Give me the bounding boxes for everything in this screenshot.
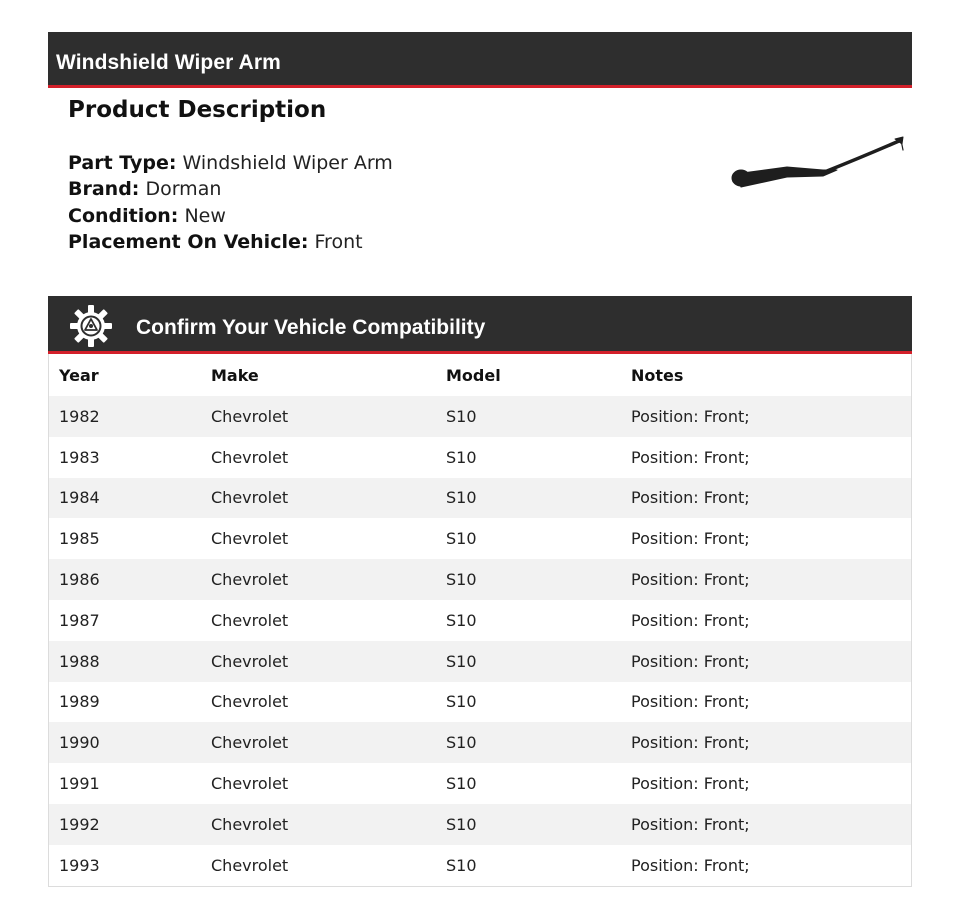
cell-make: Chevrolet [201,437,436,478]
spec-value: Dorman [145,178,222,201]
cell-notes: Position: Front; [621,641,912,682]
cell-make: Chevrolet [201,763,436,804]
column-header-model: Model [446,365,501,385]
table-row [49,559,912,600]
wiper-arm-product-image [727,130,907,196]
cell-year: 1986 [49,559,202,600]
product-title-banner [48,32,912,88]
cell-year: 1988 [49,641,202,682]
table-row [49,437,912,478]
cell-year: 1990 [49,722,202,763]
cell-make: Chevrolet [201,559,436,600]
cell-year: 1984 [49,478,202,519]
column-header-make: Make [211,365,259,385]
table-row [49,396,912,437]
table-row [49,478,912,519]
table-row [49,804,912,845]
table-row [49,518,912,559]
column-header-year: Year [59,365,99,385]
cell-notes: Position: Front; [621,478,912,519]
cell-year: 1992 [49,804,202,845]
spec-key: Placement On Vehicle: [68,230,309,253]
cell-make: Chevrolet [201,478,436,519]
cell-model: S10 [436,396,621,437]
cell-notes: Position: Front; [621,763,912,804]
spec-brand [68,176,393,202]
cell-model: S10 [436,641,621,682]
table-header-row [49,354,912,396]
spec-placement [68,229,393,255]
cell-model: S10 [436,437,621,478]
table-row [49,600,912,641]
spec-value: New [184,204,226,227]
compatibility-table [48,354,912,887]
cell-model: S10 [436,518,621,559]
cell-notes: Position: Front; [621,682,912,723]
spec-part-type [68,150,393,176]
spec-key: Brand: [68,178,140,201]
compatibility-banner [48,296,912,354]
cell-make: Chevrolet [201,641,436,682]
cell-make: Chevrolet [201,845,436,886]
cell-year: 1983 [49,437,202,478]
product-description-heading: Product Description [68,97,327,123]
cell-make: Chevrolet [201,804,436,845]
cell-model: S10 [436,682,621,723]
cell-model: S10 [436,722,621,763]
product-title: Windshield Wiper Arm [56,51,281,74]
gear-icon [70,305,112,347]
cell-notes: Position: Front; [621,559,912,600]
cell-make: Chevrolet [201,722,436,763]
spec-value: Front [314,230,363,253]
cell-year: 1987 [49,600,202,641]
cell-make: Chevrolet [201,518,436,559]
compatibility-title: Confirm Your Vehicle Compatibility [136,316,486,339]
cell-model: S10 [436,845,621,886]
cell-year: 1985 [49,518,202,559]
spec-value: Windshield Wiper Arm [182,152,393,174]
cell-notes: Position: Front; [621,804,912,845]
cell-notes: Position: Front; [621,396,912,437]
cell-notes: Position: Front; [621,600,912,641]
cell-model: S10 [436,763,621,804]
cell-notes: Position: Front; [621,722,912,763]
cell-notes: Position: Front; [621,437,912,478]
spec-key: Condition: [68,204,179,227]
spec-list [68,150,393,255]
table-row [49,641,912,682]
table-row [49,682,912,723]
cell-make: Chevrolet [201,396,436,437]
cell-make: Chevrolet [201,600,436,641]
cell-notes: Position: Front; [621,845,912,886]
cell-model: S10 [436,804,621,845]
table-row [49,763,912,804]
spec-key: Part Type: [68,152,177,174]
column-header-notes: Notes [631,365,684,385]
cell-year: 1991 [49,763,202,804]
cell-model: S10 [436,478,621,519]
cell-notes: Position: Front; [621,518,912,559]
cell-year: 1989 [49,682,202,723]
cell-year: 1982 [49,396,202,437]
spec-condition [68,203,393,229]
cell-model: S10 [436,559,621,600]
table-row [49,845,912,886]
cell-model: S10 [436,600,621,641]
cell-make: Chevrolet [201,682,436,723]
table-row [49,722,912,763]
cell-year: 1993 [49,845,202,886]
